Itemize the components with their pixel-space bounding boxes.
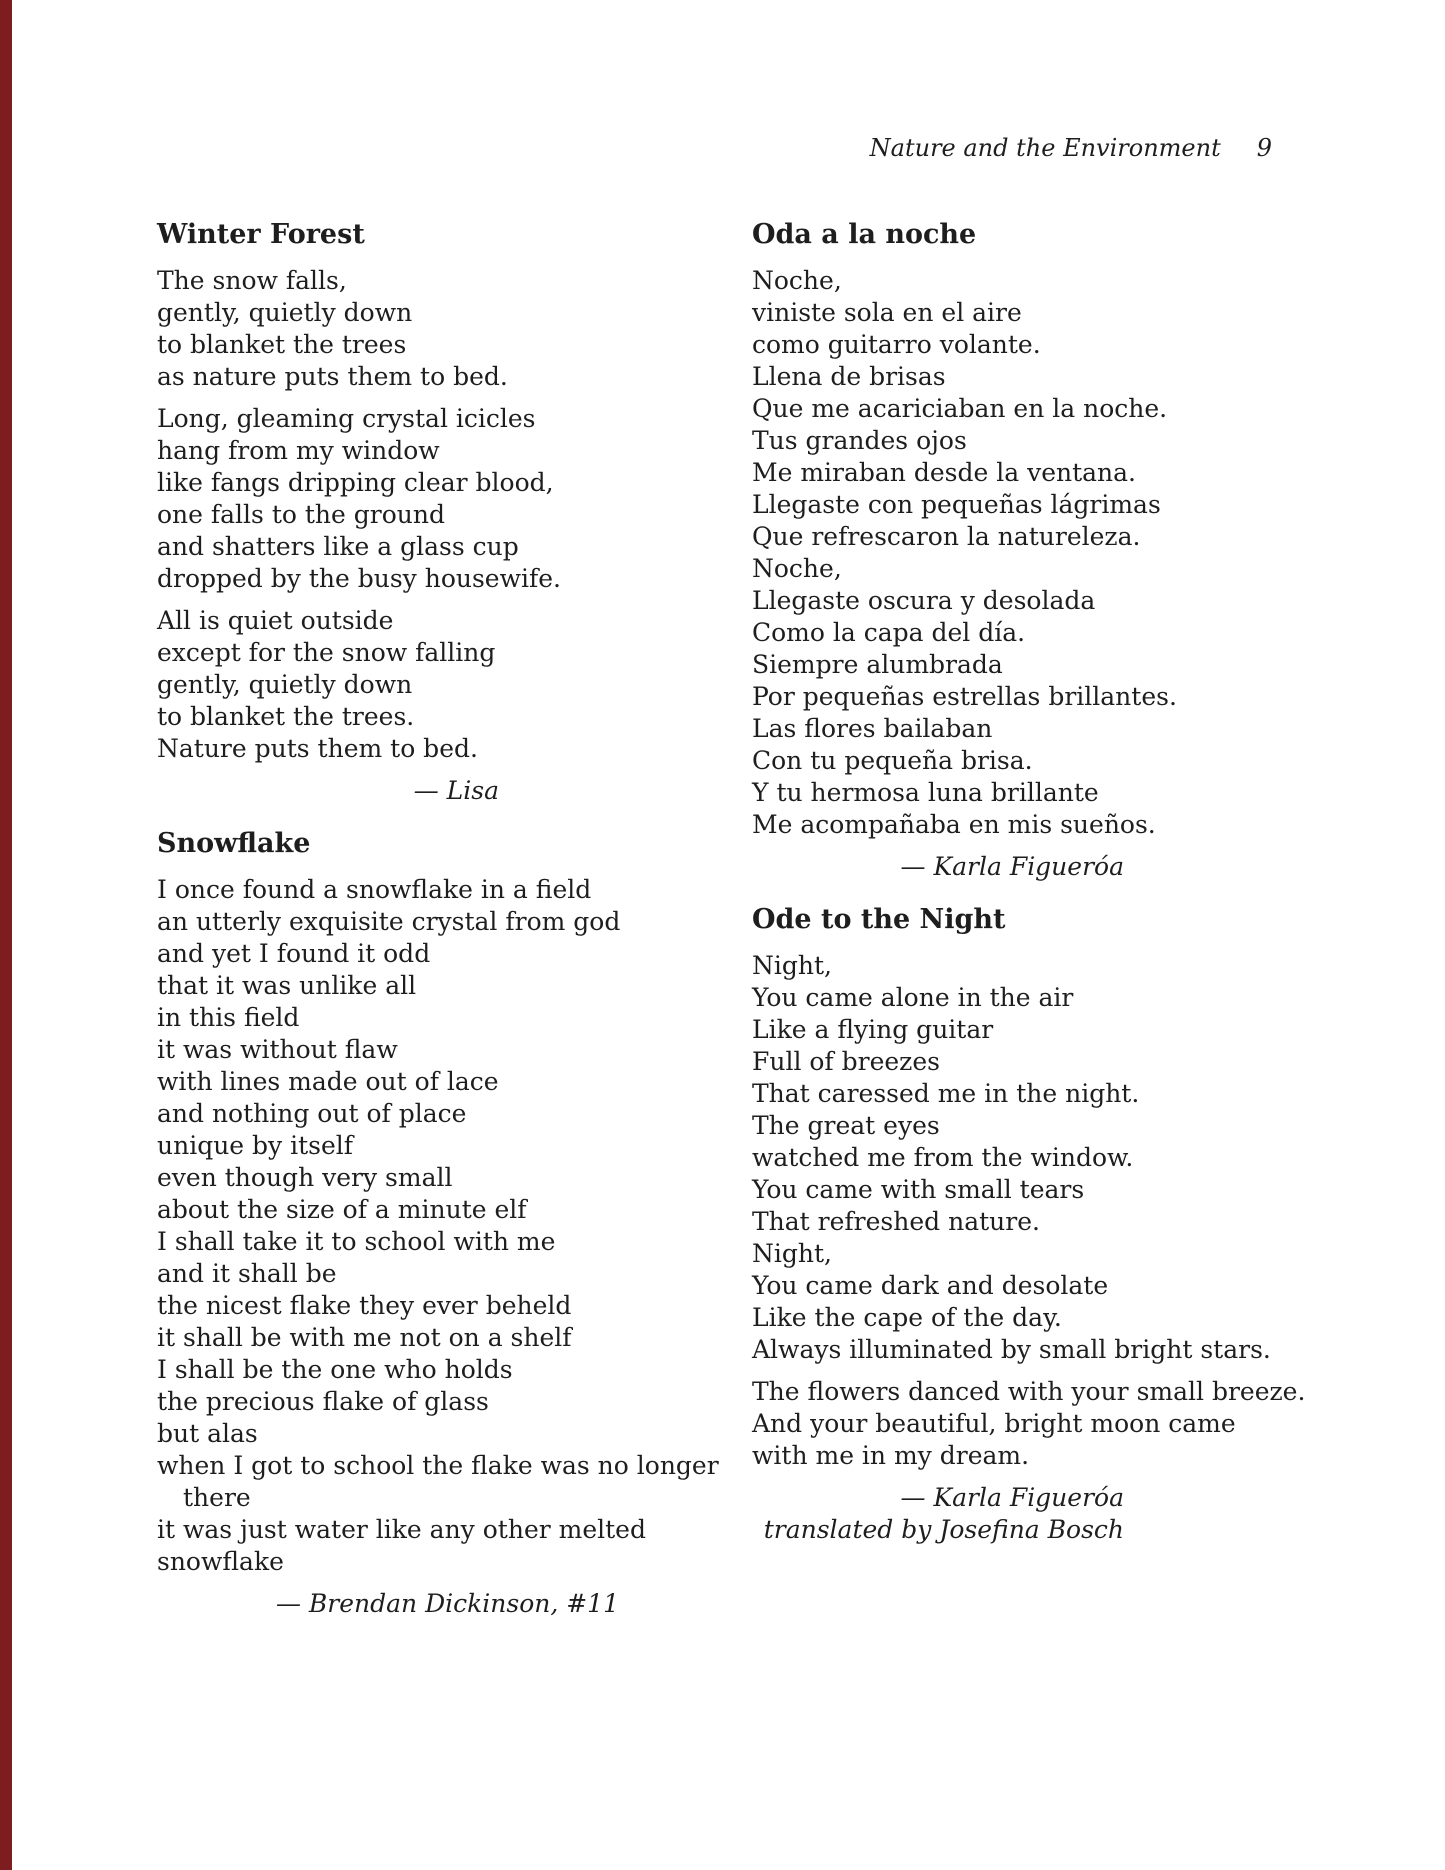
poem-line: Llena de brisas	[752, 362, 946, 391]
attribution-author: — Karla Figueróa	[900, 1483, 1124, 1512]
poem-line: and it shall be	[157, 1259, 337, 1288]
book-spine-bar	[0, 0, 12, 1870]
right-column	[752, 218, 1306, 1556]
left-column	[157, 218, 719, 1630]
poem-line: to blanket the trees.	[157, 702, 415, 731]
poem-line: Las flores bailaban	[752, 714, 993, 743]
poem-line: Siempre alumbrada	[752, 650, 1003, 679]
poem-line: Like the cape of the day.	[752, 1303, 1062, 1332]
poem-line: and yet I found it odd	[157, 939, 431, 968]
stanza	[752, 265, 1264, 841]
stanza	[752, 950, 1271, 1366]
poem-attribution	[752, 1482, 1264, 1546]
poem-line: watched me from the window.	[752, 1143, 1134, 1172]
poem-line: Always illuminated by small bright stars.	[752, 1335, 1271, 1364]
poem-line: The flowers danced with your small breeze.	[752, 1377, 1306, 1406]
poem-line: to blanket the trees	[157, 330, 407, 359]
poem-line: como guitarro volante.	[752, 330, 1041, 359]
poem-title: Ode to the Night	[752, 904, 1006, 935]
poem-line: And your beautiful, bright moon came	[752, 1409, 1236, 1438]
poem-attribution: — Karla Figueróa	[900, 852, 1124, 881]
poem-line: Por pequeñas estrellas brillantes.	[752, 682, 1177, 711]
poem-line: like fangs dripping clear blood,	[157, 468, 554, 497]
poem-title: Oda a la noche	[752, 219, 977, 250]
poem-line: Noche,	[752, 266, 842, 295]
poem-line: Tus grandes ojos	[752, 426, 967, 455]
poem-line: You came dark and desolate	[752, 1271, 1109, 1300]
poem-line: about the size of a minute elf	[157, 1195, 527, 1224]
poem-line: gently, quietly down	[157, 298, 413, 327]
poem-line: You came with small tears	[752, 1175, 1085, 1204]
poem-line: Que me acariciaban en la noche.	[752, 394, 1168, 423]
poem-line: All is quiet outside	[157, 606, 394, 635]
poem-line: but alas	[157, 1419, 258, 1448]
poem-line: Night,	[752, 951, 832, 980]
poem-line: the nicest flake they ever beheld	[157, 1291, 572, 1320]
running-head	[762, 134, 1272, 162]
page-number: 9	[1256, 134, 1272, 162]
poem-line: and shatters like a glass cup	[157, 532, 519, 561]
stanza	[157, 874, 719, 1578]
poem-line: Night,	[752, 1239, 832, 1268]
poem-line: Y tu hermosa luna brillante	[752, 778, 1099, 807]
running-head-title: Nature and the Environment	[869, 134, 1221, 162]
poem-line: that it was unlike all	[157, 971, 417, 1000]
poem-line: Nature puts them to bed.	[157, 734, 478, 763]
poem-title: Winter Forest	[157, 219, 365, 250]
poem-line: I shall be the one who holds	[157, 1355, 513, 1384]
poem-winter-forest	[157, 218, 669, 807]
poem-line: as nature puts them to bed.	[157, 362, 508, 391]
poem-line: unique by itself	[157, 1131, 354, 1160]
poem-line: Long, gleaming crystal icicles	[157, 404, 536, 433]
poem-line: viniste sola en el aire	[752, 298, 1022, 327]
poem-line: with lines made out of lace	[157, 1067, 499, 1096]
poem-line: dropped by the busy housewife.	[157, 564, 561, 593]
poem-line: Me miraban desde la ventana.	[752, 458, 1136, 487]
poem-line: The great eyes	[752, 1111, 940, 1140]
poem-ode-to-the-night	[752, 903, 1306, 1546]
poem-line: Que refrescaron la natureleza.	[752, 522, 1141, 551]
poem-line: That caressed me in the night.	[752, 1079, 1140, 1108]
poem-line: hang from my window	[157, 436, 440, 465]
poem-line: the precious flake of glass	[157, 1387, 489, 1416]
stanza	[157, 265, 669, 393]
stanza	[157, 605, 669, 765]
poem-line: and nothing out of place	[157, 1099, 467, 1128]
poem-line: it was just water like any other melted	[157, 1515, 646, 1544]
stanza	[157, 403, 669, 595]
stanza	[752, 1376, 1306, 1472]
poem-line: there	[183, 1483, 251, 1512]
poem-oda-a-la-noche	[752, 218, 1264, 883]
poem-line: it shall be with me not on a shelf	[157, 1323, 572, 1352]
poem-line: Noche,	[752, 554, 842, 583]
poem-line: The snow falls,	[157, 266, 347, 295]
poem-snowflake	[157, 827, 719, 1620]
poem-line: even though very small	[157, 1163, 453, 1192]
poem-attribution: — Brendan Dickinson, #11	[275, 1589, 619, 1618]
poem-line: Like a flying guitar	[752, 1015, 994, 1044]
poem-line: That refreshed nature.	[752, 1207, 1040, 1236]
poem-line: I once found a snowflake in a field	[157, 875, 592, 904]
poem-line: Como la capa del día.	[752, 618, 1026, 647]
poem-line: You came alone in the air	[752, 983, 1074, 1012]
poem-line: Full of breezes	[752, 1047, 940, 1076]
poem-line: Llegaste oscura y desolada	[752, 586, 1096, 615]
poem-line: in this field	[157, 1003, 300, 1032]
poem-line: Con tu pequeña brisa.	[752, 746, 1033, 775]
poem-attribution: — Lisa	[413, 776, 499, 805]
attribution-translator: translated by Josefina Bosch	[763, 1515, 1124, 1544]
poem-line: I shall take it to school with me	[157, 1227, 556, 1256]
poem-line: it was without flaw	[157, 1035, 398, 1064]
poem-line: an utterly exquisite crystal from god	[157, 907, 621, 936]
poem-line: Llegaste con pequeñas lágrimas	[752, 490, 1161, 519]
poem-line: gently, quietly down	[157, 670, 413, 699]
poem-line: Me acompañaba en mis sueños.	[752, 810, 1156, 839]
poem-line: except for the snow falling	[157, 638, 496, 667]
poem-title: Snowflake	[157, 828, 311, 859]
poem-line: with me in my dream.	[752, 1441, 1030, 1470]
poem-line: when I got to school the flake was no longer	[157, 1451, 719, 1480]
poem-line: one falls to the ground	[157, 500, 445, 529]
poem-line: snowflake	[157, 1547, 284, 1576]
